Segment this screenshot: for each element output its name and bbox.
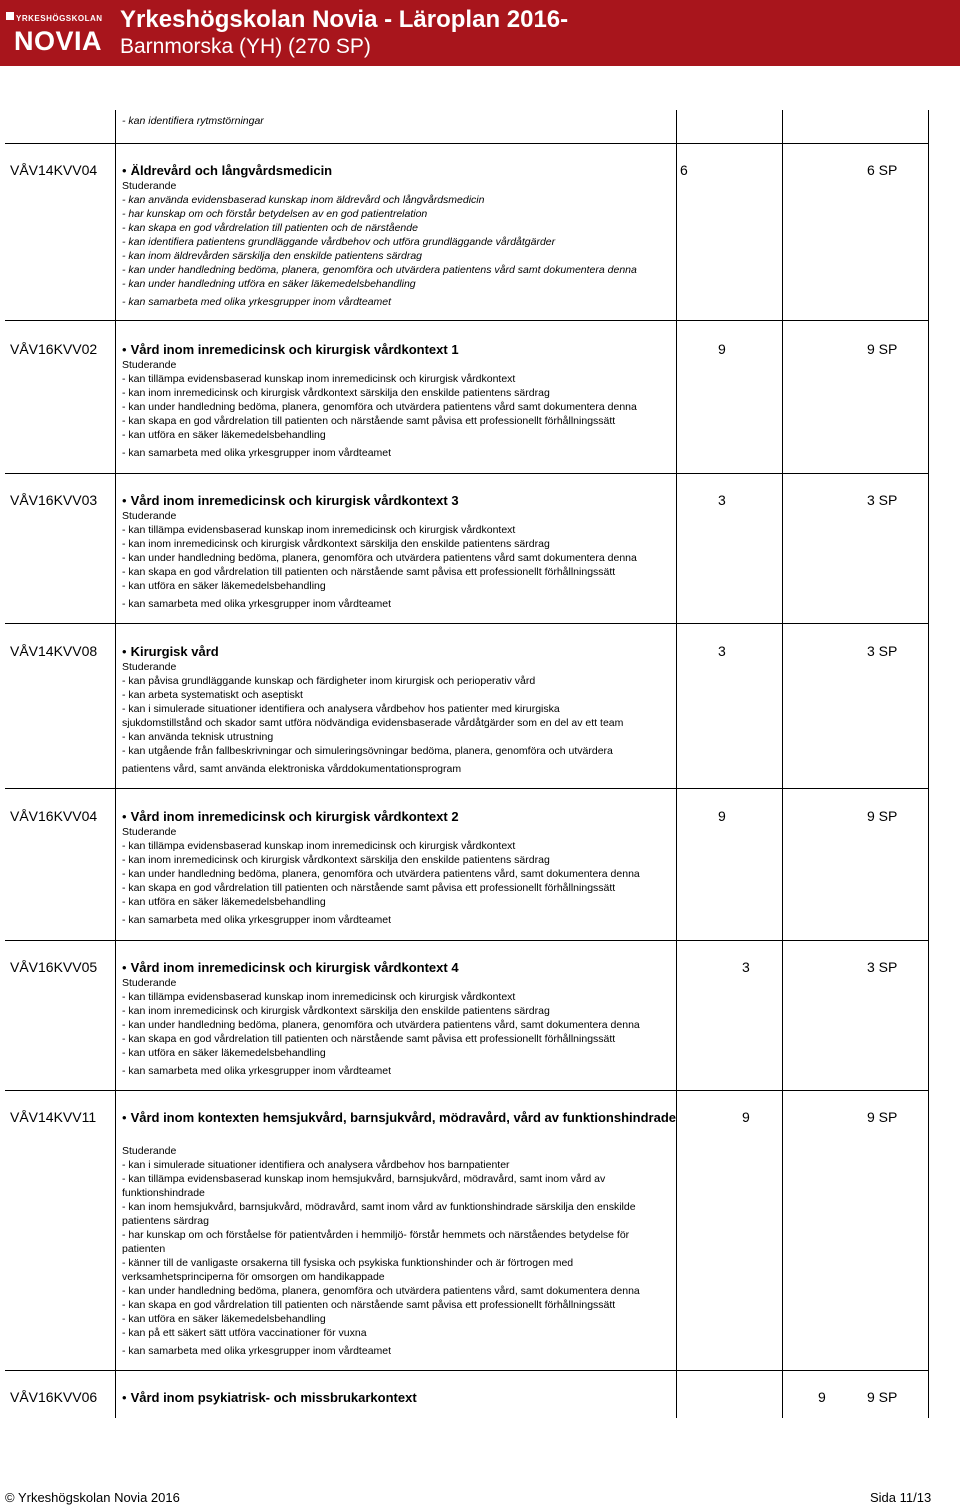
desc-line: - kan tillämpa evidensbaserad kunskap inom inremedicinsk och kirurgisk vårdkontext [122, 840, 516, 852]
desc-line: - kan i simulerade situationer identifiera och analysera vårdbehov hos patienter med kirurgiska [122, 703, 560, 715]
course-credits: 6 [680, 162, 688, 178]
course-code: VÅV14KVV04 [10, 162, 98, 178]
bullet-icon: • [122, 960, 127, 975]
table-col-divider-4 [928, 110, 929, 1418]
course-credits: 3 [742, 959, 750, 975]
desc-line: - har kunskap om och förståelse för patientvården i hemmiljö- förstår hemmets och närståendes betydelse för [122, 1229, 630, 1241]
desc-line: Studerande [122, 661, 177, 673]
desc-line: - kan inom äldrevården särskilja den enskilde patientens särdrag [122, 250, 422, 262]
desc-line: - kan samarbeta med olika yrkesgrupper inom vårdteamet [122, 1065, 392, 1077]
desc-line: Studerande [122, 180, 177, 192]
table-row-divider [5, 320, 929, 321]
course-title [122, 162, 682, 180]
course-sp: 9 SP [867, 1389, 898, 1405]
course-title [122, 492, 682, 510]
desc-line: - kan utföra en säker läkemedelsbehandling [122, 580, 326, 592]
desc-line: - kan samarbeta med olika yrkesgrupper inom vårdteamet [122, 1345, 392, 1357]
course-sp: 9 SP [867, 808, 898, 824]
desc-line: - kan samarbeta med olika yrkesgrupper inom vårdteamet [122, 296, 392, 308]
desc-line: - kan använda teknisk utrustning [122, 731, 274, 743]
course-title [122, 341, 682, 359]
desc-line: - kan påvisa grundläggande kunskap och färdigheter inom kirurgisk och perioperativ vård [122, 675, 536, 687]
course-sp: 3 SP [867, 643, 898, 659]
desc-line: - kan under handledning bedöma, planera, genomföra och utvärdera patientens vård samt dokumentera denna [122, 264, 637, 276]
course-sp: 9 SP [867, 341, 898, 357]
course-credits: 9 [818, 1389, 826, 1405]
bullet-icon: • [122, 342, 127, 357]
course-code: VÅV16KVV04 [10, 808, 98, 824]
course-description [122, 358, 682, 460]
course-description [122, 976, 682, 1078]
table-row-divider [5, 623, 929, 624]
table-row-divider [5, 1090, 929, 1091]
course-title-text: Vård inom psykiatrisk- och missbrukarkontext [130, 1390, 417, 1405]
desc-line: sjukdomstillstånd och skador samt utföra nödvändiga evidensbaserade vårdåtgärder som en del av ett team [122, 717, 624, 729]
bullet-icon: • [122, 809, 127, 824]
course-title [122, 959, 682, 977]
desc-line: - kan skapa en god vårdrelation till patienten och närstående samt påvisa ett professionellt förhållningssätt [122, 1299, 616, 1311]
desc-line: - kan skapa en god vårdrelation till patienten och närstående samt påvisa ett professionellt förhållningssätt [122, 1033, 616, 1045]
desc-line: - kan under handledning bedöma, planera, genomföra och utvärdera patientens vård, samt dokumentera denna [122, 1019, 640, 1031]
desc-line: - kan skapa en god vårdrelation till patienten och närstående samt påvisa ett professionellt förhållningssätt [122, 415, 616, 427]
desc-line: Studerande [122, 359, 177, 371]
desc-line: - kan samarbeta med olika yrkesgrupper inom vårdteamet [122, 914, 392, 926]
carried-over-line: - kan identifiera rytmstörningar [122, 115, 264, 127]
course-description [122, 825, 682, 927]
course-code: VÅV14KVV11 [10, 1109, 97, 1125]
table-col-divider-3 [782, 110, 783, 1418]
course-description [122, 660, 682, 776]
course-title-text: Vård inom inremedicinsk och kirurgisk vårdkontext 4 [130, 960, 459, 975]
desc-line: patientens särdrag [122, 1215, 209, 1227]
desc-line: Studerande [122, 510, 177, 522]
course-title-text: Vård inom inremedicinsk och kirurgisk vårdkontext 1 [130, 342, 459, 357]
footer-page-number: Sida 11/13 [870, 1490, 932, 1505]
course-sp: 3 SP [867, 959, 898, 975]
desc-line: - kan under handledning bedöma, planera, genomföra och utvärdera patientens vård, samt dokumentera denna [122, 1285, 640, 1297]
desc-line: - kan inom inremedicinsk och kirurgisk vårdkontext särskilja den enskilde patientens särdrag [122, 538, 550, 550]
desc-line: - kan inom inremedicinsk och kirurgisk vårdkontext särskilja den enskilde patientens särdrag [122, 387, 550, 399]
bullet-icon: • [122, 1110, 127, 1125]
desc-line: - kan inom inremedicinsk och kirurgisk vårdkontext särskilja den enskilde patientens särdrag [122, 854, 550, 866]
desc-line: - kan använda evidensbaserad kunskap inom äldrevård och långvårdsmedicin [122, 194, 485, 206]
course-sp: 6 SP [867, 162, 898, 178]
desc-line: - kan tillämpa evidensbaserad kunskap inom hemsjukvård, barnsjukvård, mödravård, samt inom vård av [122, 1173, 606, 1185]
bullet-icon: • [122, 644, 127, 659]
course-credits: 3 [718, 643, 726, 659]
desc-line: - kan utföra en säker läkemedelsbehandling [122, 429, 326, 441]
desc-line: - kan skapa en god vårdrelation till patienten och närstående samt påvisa ett professionellt förhållningssätt [122, 566, 616, 578]
bullet-icon: • [122, 163, 127, 178]
course-title [122, 808, 682, 826]
course-sp: 3 SP [867, 492, 898, 508]
desc-line: - kan tillämpa evidensbaserad kunskap inom inremedicinsk och kirurgisk vårdkontext [122, 524, 516, 536]
desc-line: - kan utföra en säker läkemedelsbehandling [122, 1313, 326, 1325]
logo-mark-icon [6, 12, 14, 20]
desc-line: - kan utgående från fallbeskrivningar och simuleringsövningar bedöma, planera, genomföra och utvärdera [122, 745, 613, 757]
footer-copyright: © Yrkeshögskolan Novia 2016 [5, 1490, 180, 1505]
table-row-divider [5, 940, 929, 941]
desc-line: - kan skapa en god vårdrelation till patienten och de närstående [122, 222, 418, 234]
desc-line: - kan samarbeta med olika yrkesgrupper inom vårdteamet [122, 598, 392, 610]
desc-line: - kan tillämpa evidensbaserad kunskap inom inremedicinsk och kirurgisk vårdkontext [122, 991, 516, 1003]
desc-line: - kan inom hemsjukvård, barnsjukvård, mödravård, samt inom vård av funktionshindrade särskilja den enskilde [122, 1201, 636, 1213]
desc-line: funktionshindrade [122, 1187, 205, 1199]
course-title-text: Äldrevård och långvårdsmedicin [130, 163, 333, 178]
novia-logo [4, 4, 110, 62]
course-credits: 9 [742, 1109, 750, 1125]
logo-main-text: NOVIA [14, 26, 103, 56]
course-sp: 9 SP [867, 1109, 898, 1125]
desc-line: - känner till de vanligaste orsakerna till fysiska och psykiska funktionshinder och är förtrogen med [122, 1257, 574, 1269]
course-title [122, 1109, 682, 1127]
desc-line: - kan utföra en säker läkemedelsbehandling [122, 1047, 326, 1059]
course-code: VÅV16KVV02 [10, 341, 98, 357]
course-description [122, 509, 682, 611]
course-code: VÅV14KVV08 [10, 643, 98, 659]
bullet-icon: • [122, 1390, 127, 1405]
course-title [122, 643, 682, 661]
desc-line: Studerande [122, 1145, 177, 1157]
course-credits: 9 [718, 808, 726, 824]
course-title-text: Vård inom inremedicinsk och kirurgisk vårdkontext 2 [130, 809, 459, 824]
desc-line: patientens vård, samt använda elektroniska vårddokumentationsprogram [122, 763, 462, 775]
course-title-text: Vård inom kontexten hemsjukvård, barnsjukvård, mödravård, vård av funktionshindrade [130, 1110, 676, 1125]
desc-line: - kan på ett säkert sätt utföra vaccinationer för vuxna [122, 1327, 367, 1339]
table-col-divider-1 [115, 110, 116, 1418]
document-title: Yrkeshögskolan Novia - Läroplan 2016- [120, 6, 569, 33]
desc-line: Studerande [122, 977, 177, 989]
desc-line: patienten [122, 1243, 166, 1255]
desc-line: - kan arbeta systematiskt och aseptiskt [122, 689, 303, 701]
desc-line: - kan inom inremedicinsk och kirurgisk vårdkontext särskilja den enskilde patientens särdrag [122, 1005, 550, 1017]
desc-line: - kan samarbeta med olika yrkesgrupper inom vårdteamet [122, 447, 392, 459]
page-header [0, 0, 960, 66]
desc-line: Studerande [122, 826, 177, 838]
desc-line: - kan under handledning bedöma, planera, genomföra och utvärdera patientens vård samt dokumentera denna [122, 552, 637, 564]
course-title-text: Vård inom inremedicinsk och kirurgisk vårdkontext 3 [130, 493, 459, 508]
course-credits: 9 [718, 341, 726, 357]
course-credits: 3 [718, 492, 726, 508]
course-code: VÅV16KVV05 [10, 959, 98, 975]
course-code: VÅV16KVV03 [10, 492, 98, 508]
desc-line: verksamhetsprinciperna för omsorgen om handikappade [122, 1271, 385, 1283]
table-row-divider [5, 1370, 929, 1371]
document-subtitle: Barnmorska (YH) (270 SP) [120, 35, 371, 58]
course-code: VÅV16KVV06 [10, 1389, 98, 1405]
desc-line: - kan utföra en säker läkemedelsbehandling [122, 896, 326, 908]
course-title [122, 1389, 682, 1407]
desc-line: - kan tillämpa evidensbaserad kunskap inom inremedicinsk och kirurgisk vårdkontext [122, 373, 516, 385]
desc-line: - kan i simulerade situationer identifiera och analysera vårdbehov hos barnpatienter [122, 1159, 510, 1171]
course-description [122, 1144, 682, 1358]
table-row-divider [5, 143, 929, 144]
logo-top-text: YRKESHÖGSKOLAN [16, 14, 103, 23]
table-row-divider [5, 473, 929, 474]
bullet-icon: • [122, 493, 127, 508]
desc-line: - har kunskap om och förstår betydelsen av en god patientrelation [122, 208, 428, 220]
desc-line: - kan under handledning bedöma, planera, genomföra och utvärdera patientens vård, samt dokumentera denna [122, 868, 640, 880]
course-title-text: Kirurgisk vård [130, 644, 219, 659]
desc-line: - kan under handledning utföra en säker läkemedelsbehandling [122, 278, 416, 290]
table-row-divider [5, 788, 929, 789]
desc-line: - kan under handledning bedöma, planera, genomföra och utvärdera patientens vård samt dokumentera denna [122, 401, 637, 413]
desc-line: - kan skapa en god vårdrelation till patienten och närstående samt påvisa ett professionellt förhållningssätt [122, 882, 616, 894]
course-description [122, 179, 682, 309]
desc-line: - kan identifiera patientens grundläggande vårdbehov och utföra grundläggande vårdåtgärder [122, 236, 556, 248]
